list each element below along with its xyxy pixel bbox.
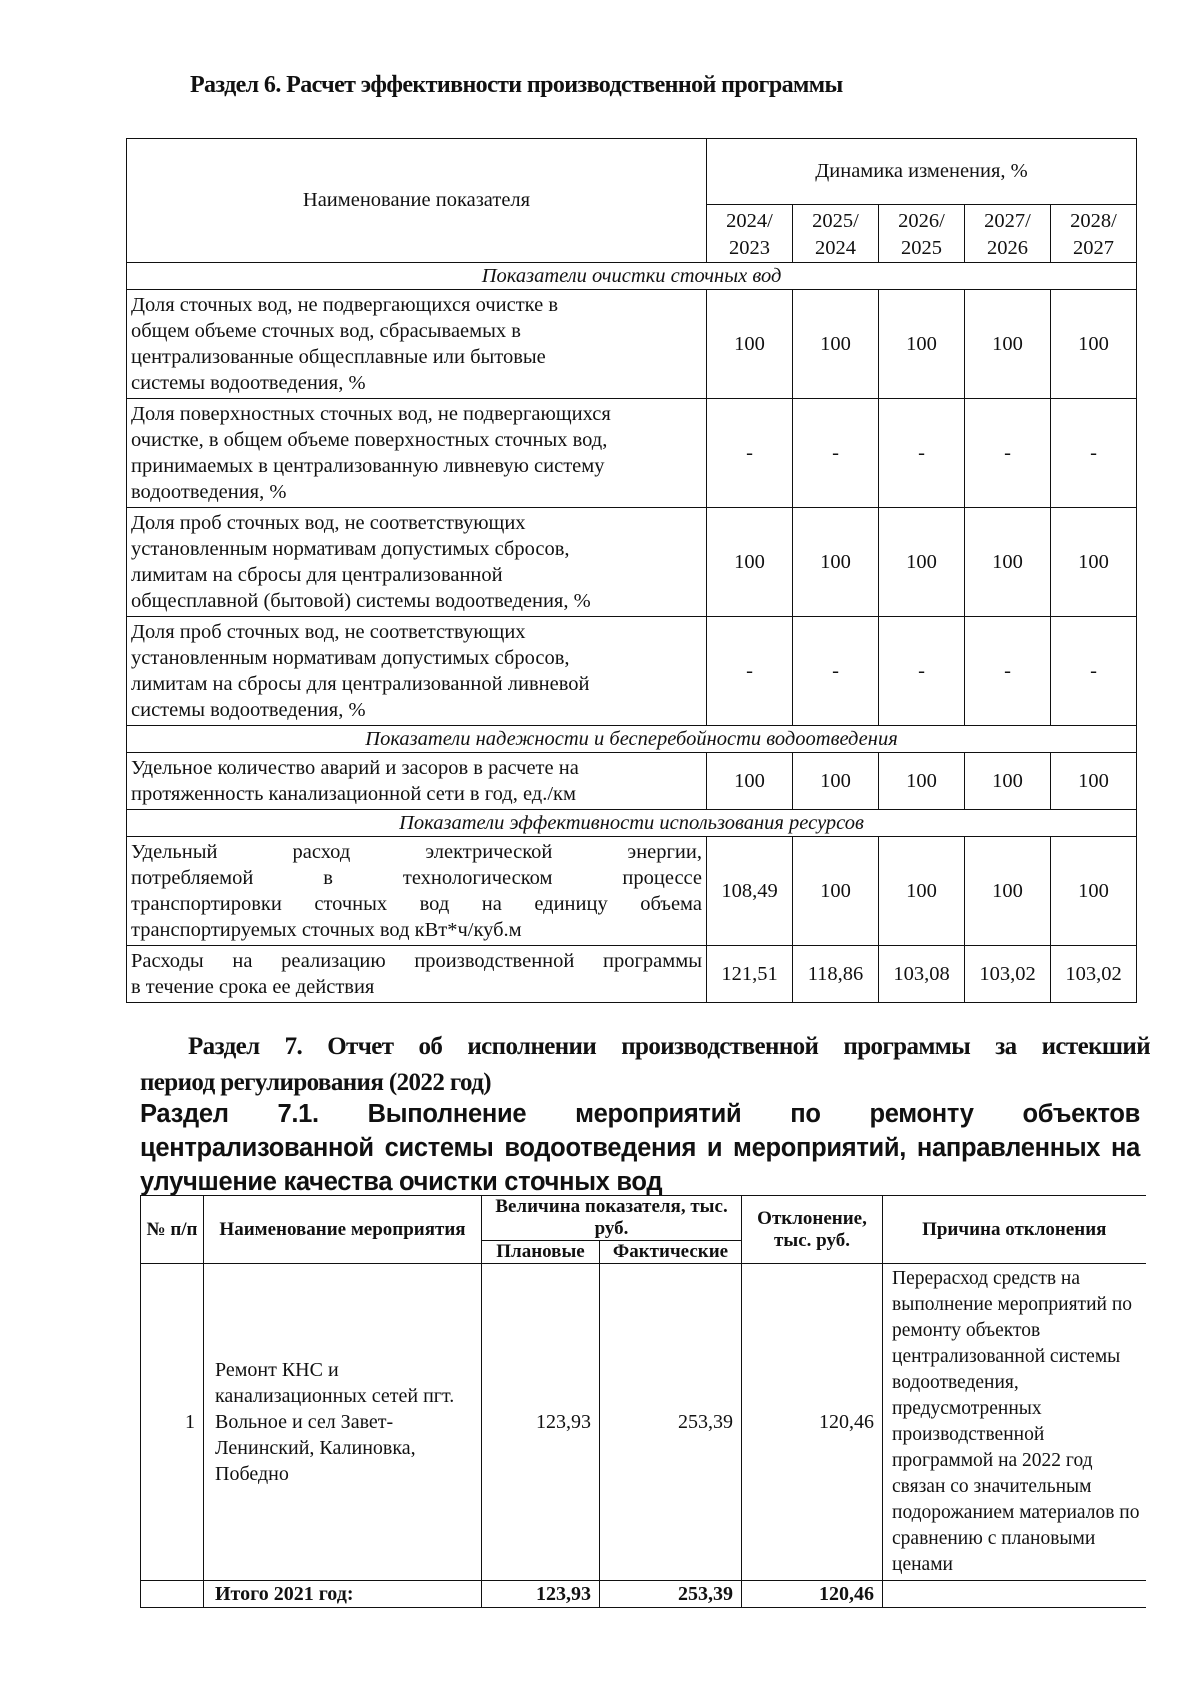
total-deviation: 120,46 — [742, 1581, 883, 1608]
header-reason: Причина отклонения — [883, 1196, 1146, 1264]
row-value: - — [793, 399, 879, 508]
row-value: - — [1051, 399, 1137, 508]
row-value: 100 — [1051, 753, 1137, 810]
total-plan: 123,93 — [482, 1581, 600, 1608]
row-value: 100 — [965, 837, 1051, 946]
row-value: - — [793, 617, 879, 726]
execution-report-table — [140, 1195, 1146, 1608]
row-value: - — [879, 399, 965, 508]
header-year-3: 2026/ 2025 — [879, 205, 965, 263]
table-row — [127, 290, 1137, 399]
row-indicator-name: Удельный расход электрической энергии, потребляемой в технологическом процессе транспортировки сточных вод на единицу объема транспортируемых сточных вод кВт*ч/куб.м — [127, 837, 707, 946]
row-value: 100 — [1051, 837, 1137, 946]
row-value: 108,49 — [707, 837, 793, 946]
row-value: 100 — [965, 508, 1051, 617]
table-row — [127, 753, 1137, 810]
row-value: 100 — [793, 753, 879, 810]
row-value: - — [1051, 617, 1137, 726]
row-value: 100 — [793, 290, 879, 399]
row-indicator-name: Расходы на реализацию производственной программы в течение срока ее действия — [127, 946, 707, 1003]
row-value: 100 — [793, 508, 879, 617]
header-year-5: 2028/ 2027 — [1051, 205, 1137, 263]
row-indicator-name: Доля проб сточных вод, не соответствующих установленным нормативам допустимых сбросов, лимитам на сбросы для централизованной ливневой системы водоотведения, % — [127, 617, 707, 726]
row-value: 100 — [707, 508, 793, 617]
row-value: 100 — [707, 290, 793, 399]
row-value: 100 — [965, 290, 1051, 399]
group-reliability: Показатели надежности и бесперебойности водоотведения — [127, 726, 1137, 753]
row-value: 103,02 — [1051, 946, 1137, 1003]
header-dynamics: Динамика изменения, % — [707, 139, 1137, 205]
header-fact: Фактические — [600, 1241, 742, 1264]
header-year-2: 2025/ 2024 — [793, 205, 879, 263]
section6-title: Раздел 6. Расчет эффективности производственной программы — [190, 72, 843, 98]
row-deviation: 120,46 — [742, 1264, 883, 1581]
row-value: 100 — [879, 837, 965, 946]
row-indicator-name: Доля поверхностных сточных вод, не подвергающихся очистке, в общем объеме поверхностных сточных вод, принимаемых в централизованную ливневую систему водоотведения, % — [127, 399, 707, 508]
row-value: 103,08 — [879, 946, 965, 1003]
header-number: № п/п — [141, 1196, 204, 1264]
row-value: - — [707, 617, 793, 726]
header-plan: Плановые — [482, 1241, 600, 1264]
total-number — [141, 1581, 204, 1608]
row-value: - — [879, 617, 965, 726]
row-plan: 123,93 — [482, 1264, 600, 1581]
header-activity-name: Наименование мероприятия — [204, 1196, 482, 1264]
total-row — [141, 1581, 1146, 1608]
row-value: 100 — [965, 753, 1051, 810]
row-value: 118,86 — [793, 946, 879, 1003]
total-label: Итого 2021 год: — [204, 1581, 482, 1608]
row-value: 100 — [793, 837, 879, 946]
row-value: 100 — [879, 508, 965, 617]
row-value: - — [707, 399, 793, 508]
section71-title: Раздел 7.1. Выполнение мероприятий по ремонту объектов централизованной системы водоотведения и мероприятий, направленных на улучшение качества очистки сточных вод — [140, 1100, 1140, 1196]
total-reason — [883, 1581, 1146, 1608]
header-year-4: 2027/ 2026 — [965, 205, 1051, 263]
header-indicator-name: Наименование показателя — [127, 139, 707, 263]
row-value: 100 — [879, 290, 965, 399]
row-value: 103,02 — [965, 946, 1051, 1003]
table-row — [141, 1264, 1146, 1581]
row-indicator-name: Удельное количество аварий и засоров в расчете на протяженность канализационной сети в год, ед./км — [127, 753, 707, 810]
group-wastewater-treatment: Показатели очистки сточных вод — [127, 263, 1137, 290]
total-fact: 253,39 — [600, 1581, 742, 1608]
efficiency-table — [126, 138, 1137, 1003]
group-resource-efficiency: Показатели эффективности использования ресурсов — [127, 810, 1137, 837]
table-row — [127, 837, 1137, 946]
table-row — [127, 617, 1137, 726]
table-row — [127, 399, 1137, 508]
header-year-1: 2024/ 2023 — [707, 205, 793, 263]
row-value: - — [965, 399, 1051, 508]
row-indicator-name: Доля проб сточных вод, не соответствующих установленным нормативам допустимых сбросов, лимитам на сбросы для централизованной общесплавной (бытовой) системы водоотведения, % — [127, 508, 707, 617]
row-value: - — [965, 617, 1051, 726]
table-row — [127, 946, 1137, 1003]
row-indicator-name: Доля сточных вод, не подвергающихся очистке в общем объеме сточных вод, сбрасываемых в централизованные общесплавные или бытовые системы водоотведения, % — [127, 290, 707, 399]
row-number: 1 — [141, 1264, 204, 1581]
section7-title: Раздел 7. Отчет об исполнении производственной программы за истекший период регулирования (2022 год) — [140, 1033, 1150, 1096]
row-value: 100 — [1051, 508, 1137, 617]
row-value: 100 — [1051, 290, 1137, 399]
row-activity-name: Ремонт КНС и канализационных сетей пгт. Вольное и сел Завет-Ленинский, Калиновка, Победно — [204, 1264, 482, 1581]
header-value: Величина показателя, тыс. руб. — [482, 1196, 742, 1241]
row-value: 121,51 — [707, 946, 793, 1003]
table-row — [127, 508, 1137, 617]
row-reason: Перерасход средств на выполнение мероприятий по ремонту объектов централизованной системы водоотведения, предусмотренных производственной программой на 2022 год связан со значительным подорожанием материалов по сравнению с плановыми ценами — [883, 1264, 1146, 1581]
row-fact: 253,39 — [600, 1264, 742, 1581]
row-value: 100 — [707, 753, 793, 810]
header-deviation: Отклонение, тыс. руб. — [742, 1196, 883, 1264]
row-value: 100 — [879, 753, 965, 810]
